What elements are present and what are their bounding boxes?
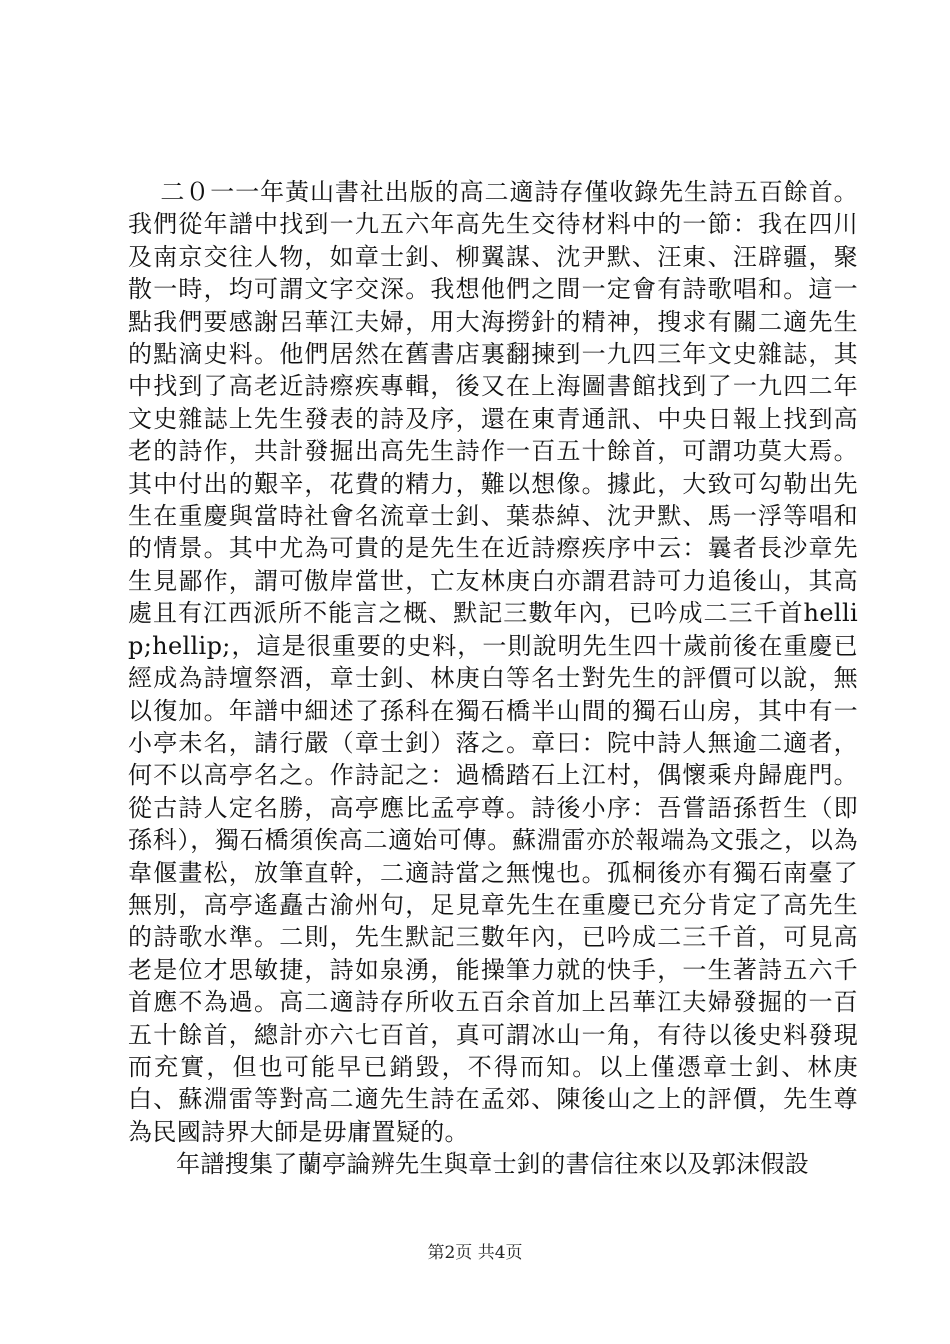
body-text [128,176,858,1181]
paragraph-2: 年譜搜集了蘭亭論辨先生與章士釗的書信往來以及郭沫假設 [176,1150,810,1179]
paragraph-1: 二０一一年黃山書社出版的高二適詩存僅收錄先生詩五百餘首。我們從年譜中找到一九五六年高先生交待材料中的一節：我在四川及南京交往人物，如章士釗、柳翼謀、沈尹默、汪東、汪辟疆，聚散一時，均可謂文字交深。我想他們之間一定會有詩歌唱和。這一點我們要感謝呂華江夫婦，用大海撈針的精神，搜求有關二適先生的點滴史料。他們居然在舊書店裏翻揀到一九四三年文史雜誌，其中找到了高老近詩瘵疾專輯，後又在上海圖書館找到了一九四二年文史雜誌上先生發表的詩及序，還在東青通訊、中央日報上找到高老的詩作，共計發掘出高先生詩作一百五十餘首，可謂功莫大焉。其中付出的艱辛，花費的精力，難以想像。據此，大致可勾勒出先生在重慶與當時社會名流章士釗、葉恭綽、沈尹默、馬一浮等唱和的情景。其中尤為可貴的是先生在近詩瘵疾序中云：曩者長沙章先生見鄙作，謂可傲岸當世，亡友林庚白亦謂君詩可力追後山，其高處且有江西派所不能言之概、默記三數年內，已吟成二三千首hellip;hellip;，這是很重要的史料，一則說明先生四十歲前後在重慶已經成為詩壇祭酒，章士釗、林庚白等名士對先生的評價可以說，無以復加。年譜中細述了孫科在獨石橋半山間的獨石山房，其中有一小亭未名，請行嚴（章士釗）落之。章曰：院中詩人無逾二適者，何不以高亭名之。作詩記之：過橋踏石上江村，偶懷乘舟歸鹿門。從古詩人定名勝，高亭應比孟亭尊。詩後小序：吾嘗語孫哲生（即孫科），獨石橋須俟高二適始可傳。蘇淵雷亦於報端為文張之，以為韋偃畫松，放筆直幹，二適詩當之無愧也。孤桐後亦有獨石南臺了無別，高亭遙矗古渝州句，足見章先生在重慶已充分肯定了高先生的詩歌水準。二則，先生默記三數年內，已吟成二三千首，可見高老是位才思敏捷，詩如泉湧，能操筆力就的快手，一生著詩五六千首應不為過。高二適詩存所收五百余首加上呂華江夫婦發掘的一百五十餘首，總計亦六七百首，真可謂冰山一角，有待以後史料發現而充實，但也可能早已銷毀，不得而知。以上僅憑章士釗、林庚白、蘇淵雷等對高二適先生詩在孟郊、陳後山之上的評價，先生尊為民國詩界大師是毋庸置疑的。 [128,178,858,1146]
page-footer: 第2页 共4页 [427,1243,523,1263]
